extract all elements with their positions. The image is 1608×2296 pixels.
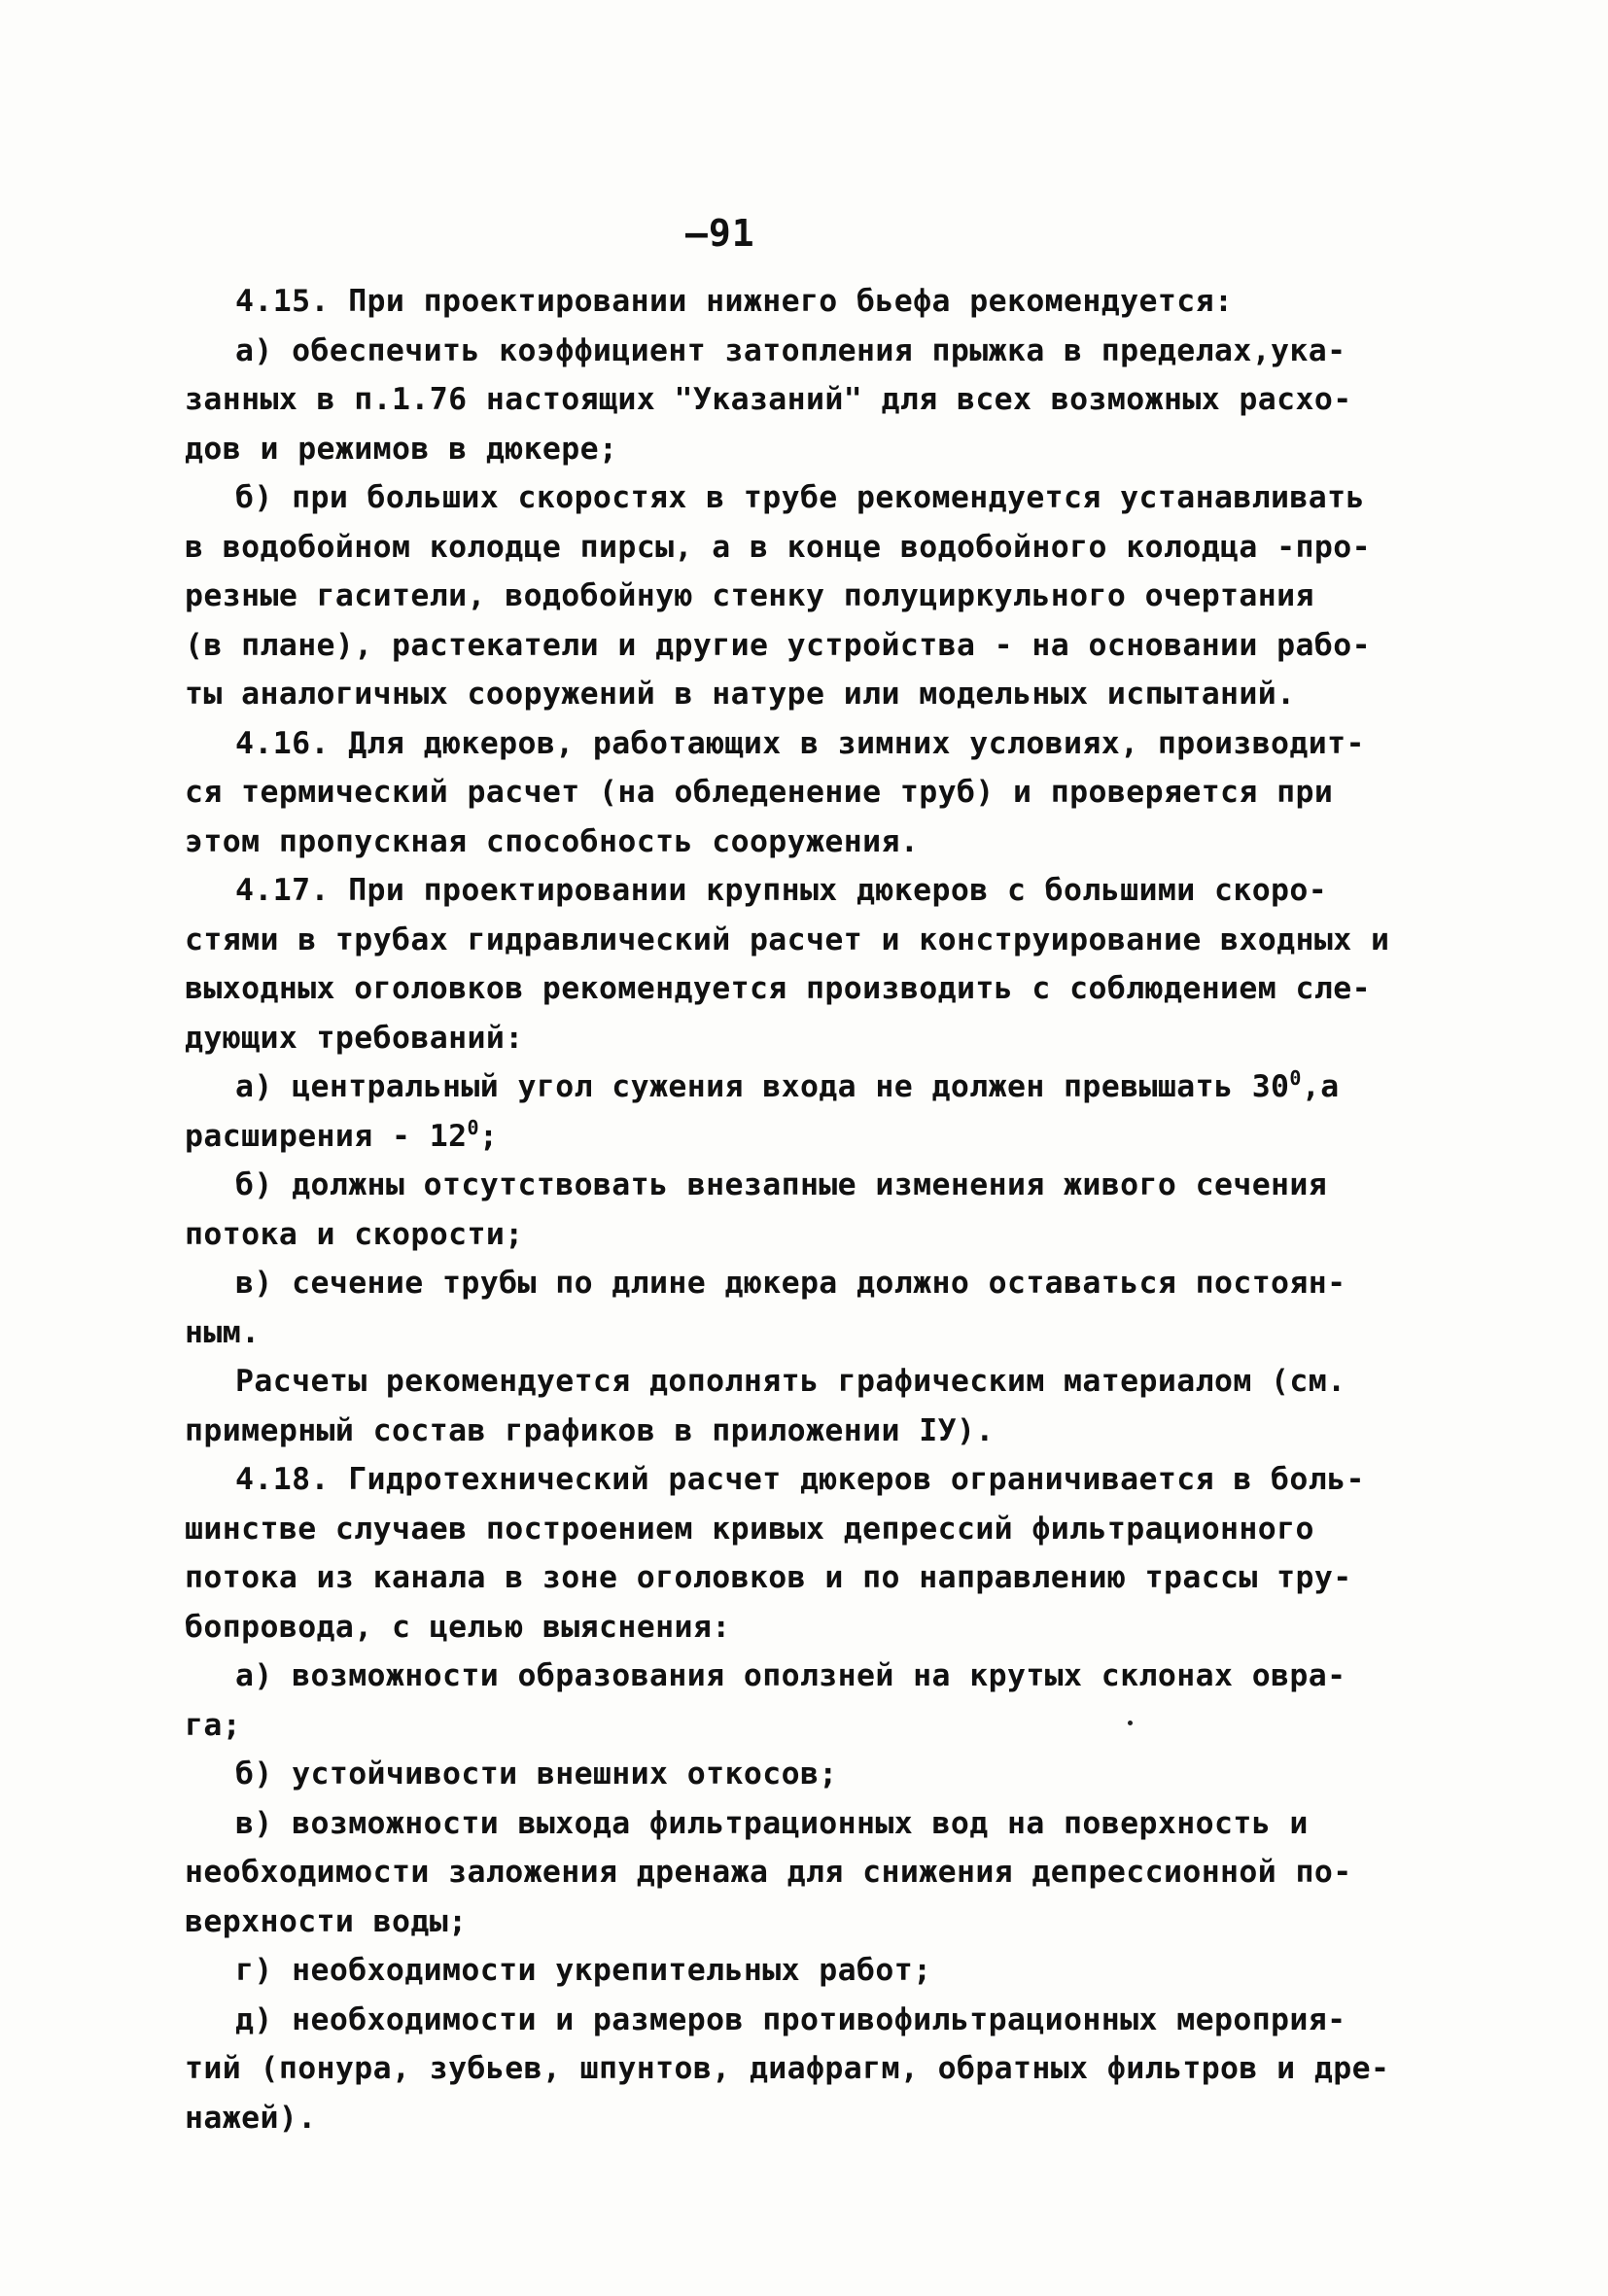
text-line [185, 1161, 1410, 1210]
line-text: расширения - 12 [185, 1118, 468, 1154]
text-line [185, 964, 1410, 1014]
line-text-tail: ,а [1301, 1069, 1340, 1104]
text-line [185, 1210, 1410, 1260]
line-text: дующих требований: [185, 1020, 524, 1056]
text-line [185, 1112, 1410, 1162]
text-line [185, 1996, 1410, 2045]
line-text: в) возможности выхода фильтрационных вод на поверхность и [235, 1805, 1309, 1841]
text-line [185, 818, 1410, 867]
text-line [185, 1062, 1410, 1112]
line-text: потока и скорости; [185, 1216, 524, 1252]
line-text: 4.18. Гидротехнический расчет дюкеров ограничивается в боль- [235, 1462, 1365, 1497]
line-text: верхности воды; [185, 1903, 468, 1939]
text-line [185, 1308, 1410, 1358]
degree-superscript: 0 [467, 1115, 479, 1139]
line-text: (в плане), растекатели и другие устройства - на основании рабо- [185, 627, 1371, 663]
body-text [185, 277, 1410, 2142]
line-text: выходных оголовков рекомендуется производить с соблюдением сле- [185, 971, 1371, 1006]
line-text: ты аналогичных сооружений в натуре или модельных испытаний. [185, 677, 1296, 712]
text-line [185, 1505, 1410, 1554]
text-line [185, 327, 1410, 376]
text-line [185, 1553, 1410, 1603]
line-text: бопровода, с целью выяснения: [185, 1609, 731, 1645]
line-text: Расчеты рекомендуется дополнять графическим материалом (см. [235, 1364, 1346, 1399]
line-text-tail: ; [478, 1118, 499, 1154]
line-text: нажей). [185, 2100, 317, 2136]
text-line [185, 473, 1410, 523]
line-text: 4.17. При проектировании крупных дюкеров с большими скоро- [235, 873, 1328, 908]
line-text: г) необходимости укрепительных работ; [235, 1953, 932, 1988]
line-text: а) возможности образования оползней на крутых склонах овра- [235, 1658, 1346, 1693]
line-text: занных в п.1.76 настоящих "Указаний" для всех возможных расхо- [185, 382, 1352, 417]
text-line [185, 1455, 1410, 1505]
text-line [185, 670, 1410, 719]
line-text: га; [185, 1707, 242, 1743]
line-text: а) центральный угол сужения входа не должен превышать 30 [235, 1069, 1290, 1104]
line-text: примерный состав графиков в приложении IУ). [185, 1412, 995, 1448]
line-text: стями в трубах гидравлический расчет и конструирование входных и [185, 922, 1390, 957]
line-text: 4.15. При проектировании нижнего бьефа рекомендуется: [235, 284, 1234, 319]
text-line [185, 2044, 1410, 2094]
text-line [185, 1946, 1410, 1996]
line-text: б) должны отсутствовать внезапные изменения живого сечения [235, 1167, 1328, 1202]
line-text: в) сечение трубы по длине дюкера должно оставаться постоян- [235, 1266, 1346, 1301]
text-line [185, 1259, 1410, 1308]
text-line [185, 621, 1410, 671]
line-text: а) обеспечить коэффициент затопления прыжка в пределах,ука- [235, 332, 1346, 368]
line-text: б) устойчивости внешних откосов; [235, 1757, 838, 1792]
line-text: ся термический расчет (на обледенение труб) и проверяется при [185, 775, 1334, 810]
text-line [185, 1799, 1410, 1849]
text-line [185, 719, 1410, 769]
line-text: д) необходимости и размеров противофильтрационных мероприя- [235, 2001, 1346, 2037]
text-line [185, 2094, 1410, 2143]
page-number: —91 [685, 212, 755, 255]
text-line [185, 277, 1410, 327]
line-text: этом пропускная способность сооружения. [185, 823, 920, 859]
line-text: в водобойном колодце пирсы, а в конце водобойного колодца -про- [185, 529, 1371, 565]
text-line [185, 1357, 1410, 1407]
line-text: необходимости заложения дренажа для снижения депрессионной по- [185, 1855, 1352, 1890]
scan-speck [1128, 1721, 1133, 1725]
text-line [185, 1750, 1410, 1799]
line-text: б) при больших скоростях в трубе рекомендуется устанавливать [235, 480, 1365, 515]
text-line [185, 1407, 1410, 1456]
text-line [185, 1652, 1410, 1701]
line-text: 4.16. Для дюкеров, работающих в зимних условиях, производит- [235, 725, 1365, 761]
text-line [185, 572, 1410, 621]
line-text: резные гасители, водобойную стенку полуциркульного очертания [185, 578, 1314, 613]
line-text: дов и режимов в дюкере; [185, 431, 618, 467]
text-line [185, 425, 1410, 474]
text-line [185, 866, 1410, 916]
text-line [185, 916, 1410, 965]
text-line [185, 1014, 1410, 1063]
text-line [185, 375, 1410, 425]
text-line [185, 1603, 1410, 1652]
line-text: потока из канала в зоне оголовков и по направлению трассы тру- [185, 1560, 1352, 1595]
line-text: ным. [185, 1314, 261, 1350]
line-text: шинстве случаев построением кривых депрессий фильтрационного [185, 1511, 1314, 1547]
text-line [185, 1701, 1410, 1751]
text-line [185, 523, 1410, 573]
degree-superscript: 0 [1289, 1066, 1302, 1090]
text-line [185, 1897, 1410, 1947]
line-text: тий (понура, зубьев, шпунтов, диафрагм, обратных фильтров и дре- [185, 2051, 1390, 2086]
text-line [185, 1848, 1410, 1897]
text-line [185, 768, 1410, 818]
